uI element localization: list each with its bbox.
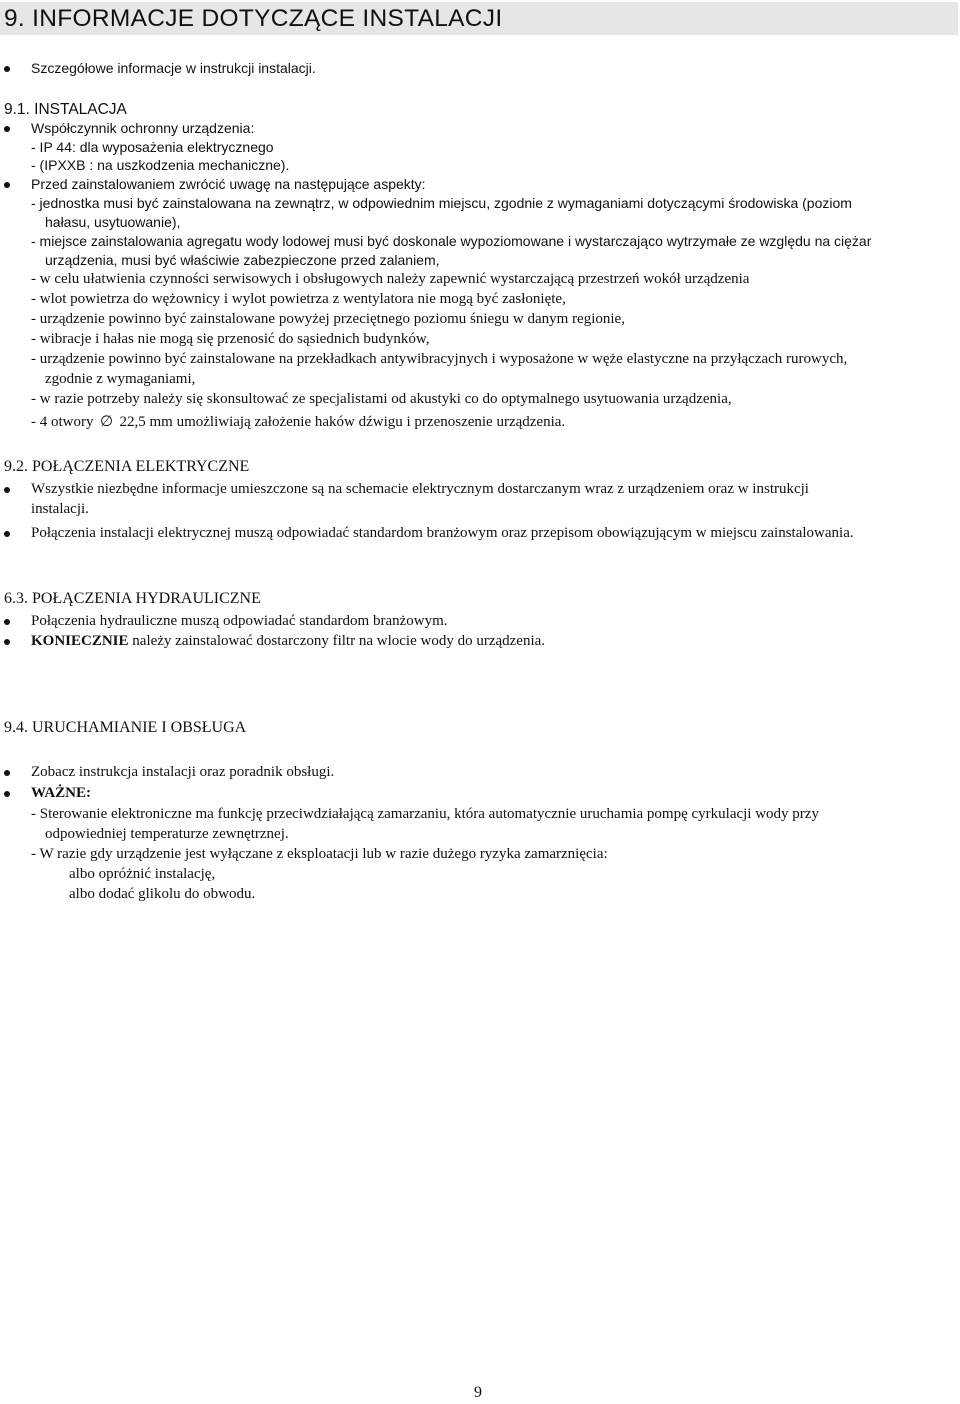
hydraulic-filter — [31, 632, 545, 651]
bullet-icon — [4, 791, 10, 797]
filter-emphasis: KONIECZNIE — [31, 633, 129, 649]
bullet-icon — [4, 126, 10, 132]
aspect-item: - jednostka musi być zainstalowana na zewnątrz, w odpowiednim miejscu, zgodnie z wymaganiami dotyczącymi środowiska (poziom — [31, 195, 852, 211]
aspect-item: - urządzenie powinno być zainstalowane na przekładkach antywibracyjnych i wyposażone w węże elastyczne na przyłączach rurowych, — [31, 351, 848, 367]
section-title: 9. INFORMACJE DOTYCZĄCE INSTALACJI — [4, 5, 503, 32]
bullet-icon — [4, 531, 10, 537]
aspect-item-holes — [31, 413, 565, 432]
holes-text-rest: 22,5 mm umożliwiają założenie haków dźwigu i przenoszenie urządzenia. — [119, 414, 566, 430]
hydraulic-standards: Połączenia hydrauliczne muszą odpowiadać standardom branżowym. — [31, 613, 448, 629]
diameter-icon: ∅ — [99, 414, 114, 430]
heading-installation: 9.1. INSTALACJA — [4, 101, 127, 118]
aspect-item: - urządzenie powinno być zainstalowane powyżej przeciętnego poziomu śniegu w danym regionie, — [31, 311, 625, 327]
protection-ipxxb: - (IPXXB : na uszkodzenia mechaniczne). — [31, 157, 290, 173]
heading-startup: 9.4. URUCHAMIANIE I OBSŁUGA — [4, 719, 247, 736]
protection-label: Współczynnik ochronny urządzenia: — [31, 120, 255, 136]
protection-ip44: - IP 44: dla wyposażenia elektrycznego — [31, 139, 274, 155]
freeze-risk-text: - W razie gdy urządzenie jest wyłączane z eksploatacji lub w razie dużego ryzyka zamarznięcia: — [31, 846, 608, 862]
holes-text: - 4 otwory — [31, 414, 94, 430]
aspect-item: - wlot powietrza do wężownicy i wylot powietrza z wentylatora nie mogą być zasłonięte, — [31, 291, 566, 307]
bullet-icon — [4, 619, 10, 625]
bullet-icon — [4, 182, 10, 188]
section-title-bar — [0, 2, 958, 35]
page-number: 9 — [474, 1384, 482, 1401]
aspect-item-cont: zgodnie z wymaganiami, — [45, 371, 196, 387]
aspect-item: - w razie potrzeby należy się skonsultować ze specjalistami od akustyki co do optymalnego usytuowania urządzenia, — [31, 391, 732, 407]
intro-text: Szczegółowe informacje w instrukcji instalacji. — [31, 60, 316, 76]
bullet-icon — [4, 639, 10, 645]
filter-text: należy zainstalować dostarczony filtr na wlocie wody do urządzenia. — [128, 633, 546, 649]
option-drain: albo opróżnić instalację, — [69, 866, 216, 882]
electrical-info-cont: instalacji. — [31, 501, 89, 517]
aspect-item-cont: hałasu, usytuowanie), — [45, 214, 181, 230]
aspect-item-cont: urządzenia, musi być właściwie zabezpieczone przed zalaniem, — [45, 252, 440, 268]
important-label: WAŻNE: — [31, 785, 92, 801]
antifreeze-text: - Sterowanie elektroniczne ma funkcję przeciwdziałającą zamarzaniu, która automatycznie uruchamia pompę cyrkulacji wody przy — [31, 806, 819, 822]
aspects-intro: Przed zainstalowaniem zwrócić uwagę na następujące aspekty: — [31, 176, 426, 192]
aspect-item: - w celu ułatwienia czynności serwisowych i obsługowych należy zapewnić wystarczającą przestrzeń wokół urządzenia — [31, 271, 750, 287]
heading-electrical: 9.2. POŁĄCZENIA ELEKTRYCZNE — [4, 458, 250, 475]
electrical-info: Wszystkie niezbędne informacje umieszczone są na schemacie elektrycznym dostarczanym wraz z urządzeniem oraz w instrukcji — [31, 481, 809, 497]
aspect-item: - wibracje i hałas nie mogą się przenosić do sąsiednich budynków, — [31, 331, 430, 347]
startup-docs: Zobacz instrukcja instalacji oraz poradnik obsługi. — [31, 764, 335, 780]
bullet-icon — [4, 487, 10, 493]
option-glycol: albo dodać glikolu do obwodu. — [69, 886, 256, 902]
antifreeze-text-cont: odpowiedniej temperaturze zewnętrznej. — [45, 826, 289, 842]
bullet-icon — [4, 770, 10, 776]
aspect-item: - miejsce zainstalowania agregatu wody lodowej musi być doskonale wypoziomowane i wystarczająco wytrzymałe ze względu na ciężar — [31, 233, 872, 249]
bullet-icon — [4, 66, 10, 72]
electrical-standards: Połączenia instalacji elektrycznej muszą odpowiadać standardom branżowym oraz przepisom obowiązującym w miejscu zainstalowania. — [31, 525, 854, 541]
heading-hydraulic: 6.3. POŁĄCZENIA HYDRAULICZNE — [4, 590, 261, 607]
